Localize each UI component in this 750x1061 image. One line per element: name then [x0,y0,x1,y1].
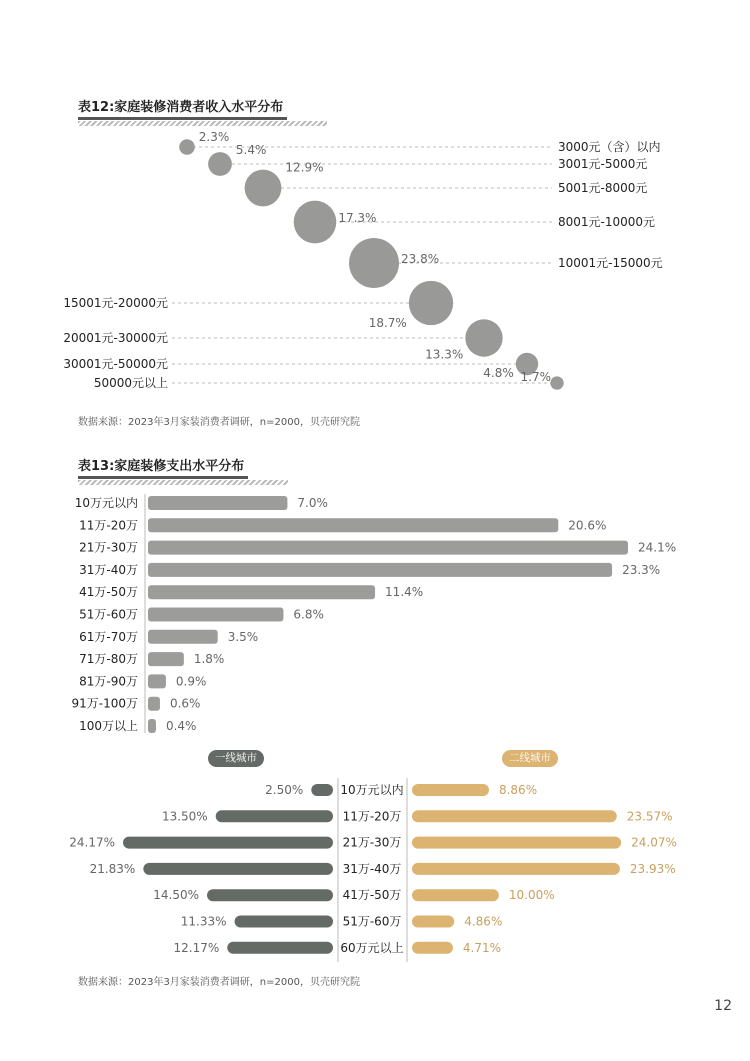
fly-category-label: 31万-40万 [342,861,402,876]
tier2-value-label: 23.57% [626,809,673,824]
tier1-bar [207,889,333,901]
spending-category-label: 100万以上 [79,719,138,733]
tier2-value-label: 4.86% [464,914,503,929]
tier1-value-label: 2.50% [265,783,304,797]
spending-category-label: 61万-70万 [79,629,138,644]
legend-tier2-city: 二线城市 [502,750,558,767]
income-value-label: 17.3% [338,211,377,225]
fly-category-label: 10万元以内 [340,783,404,797]
tier2-bar [412,889,499,901]
fly-category-label: 11万-20万 [342,809,402,824]
legend-tier1-city: 一线城市 [208,750,264,767]
income-category-label: 15001元-20000元 [63,296,168,310]
spending-value-label: 6.8% [293,607,324,622]
income-category-label: 30001元-50000元 [63,357,168,371]
spending-value-label: 23.3% [622,562,661,577]
income-value-label: 4.8% [483,366,514,381]
spending-category-label: 11万-20万 [79,518,138,533]
tier2-bar [412,784,489,796]
tier2-bar [412,942,453,954]
spending-category-label: 51万-60万 [79,607,138,622]
spending-value-label: 24.1% [638,540,677,555]
tier1-bar [123,837,333,849]
spending-value-label: 11.4% [385,585,424,600]
income-category-label: 3000元（含）以内 [558,140,661,154]
spending-category-label: 81万-90万 [79,674,138,689]
tier2-value-label: 8.86% [498,783,538,797]
tier1-value-label: 13.50% [161,809,208,824]
tier1-bar [216,810,333,822]
spending-value-label: 7.0% [297,496,328,510]
tier1-bar [311,784,333,796]
income-value-label: 12.9% [285,160,324,175]
tier2-bar [412,837,621,849]
tier2-value-label: 24.07% [631,835,677,850]
spending-category-label: 91万-100万 [71,696,138,711]
income-category-label: 5001元-8000元 [558,181,648,195]
tier1-bar [143,863,333,875]
spending-value-label: 0.9% [175,674,207,689]
chart13-title-text: 表13:家庭装修支出水平分布 [78,459,245,474]
tier2-value-label: 23.93% [629,861,676,876]
tier2-bar [412,863,620,875]
income-category-label: 3001元-5000元 [558,157,648,171]
tier2-bar [412,916,454,928]
spending-category-label: 41万-50万 [79,585,138,600]
income-category-label: 10001元-15000元 [558,256,663,270]
tier1-value-label: 14.50% [153,888,200,903]
income-category-label: 50000元以上 [93,376,168,390]
income-value-label: 18.7% [368,316,407,331]
spending-value-label: 20.6% [568,518,607,533]
fly-category-label: 60万元以上 [340,940,404,955]
income-value-label: 23.8% [401,252,440,266]
fly-category-label: 51万-60万 [342,914,402,929]
tier1-bar [227,942,333,954]
spending-category-label: 10万元以内 [74,496,138,510]
spending-value-label: 0.4% [165,719,197,733]
income-value-label: 1.7% [520,370,551,384]
tier1-value-label: 24.17% [69,835,115,850]
tier2-value-label: 4.71% [462,940,502,955]
income-value-label: 13.3% [425,347,464,362]
source-note-1: 数据来源：2023年3月家装消费者调研，n=2000，贝壳研究院 [78,417,360,428]
tier1-value-label: 21.83% [89,861,136,876]
income-value-label: 5.4% [235,143,267,158]
income-category-label: 8001元-10000元 [558,215,656,229]
source-note-2: 数据来源：2023年3月家装消费者调研，n=2000，贝壳研究院 [78,977,360,988]
tier1-bar [235,916,333,928]
tier2-value-label: 10.00% [508,888,555,903]
spending-value-label: 3.5% [227,629,259,644]
tier1-value-label: 12.17% [173,940,220,955]
income-value-label: 2.3% [198,130,230,145]
spending-category-label: 21万-30万 [79,540,138,555]
spending-value-label: 0.6% [169,696,201,711]
chart12-title-text: 表12:家庭装修消费者收入水平分布 [78,100,284,115]
page-number: 12 [714,998,732,1014]
income-category-label: 20001元-30000元 [63,331,168,345]
fly-category-label: 41万-50万 [342,888,402,903]
fly-category-label: 21万-30万 [342,835,402,850]
spending-category-label: 71万-80万 [79,652,138,667]
tier2-bar [412,810,617,822]
tier1-value-label: 11.33% [180,914,227,929]
spending-category-label: 31万-40万 [79,562,138,577]
spending-value-label: 1.8% [193,652,225,667]
